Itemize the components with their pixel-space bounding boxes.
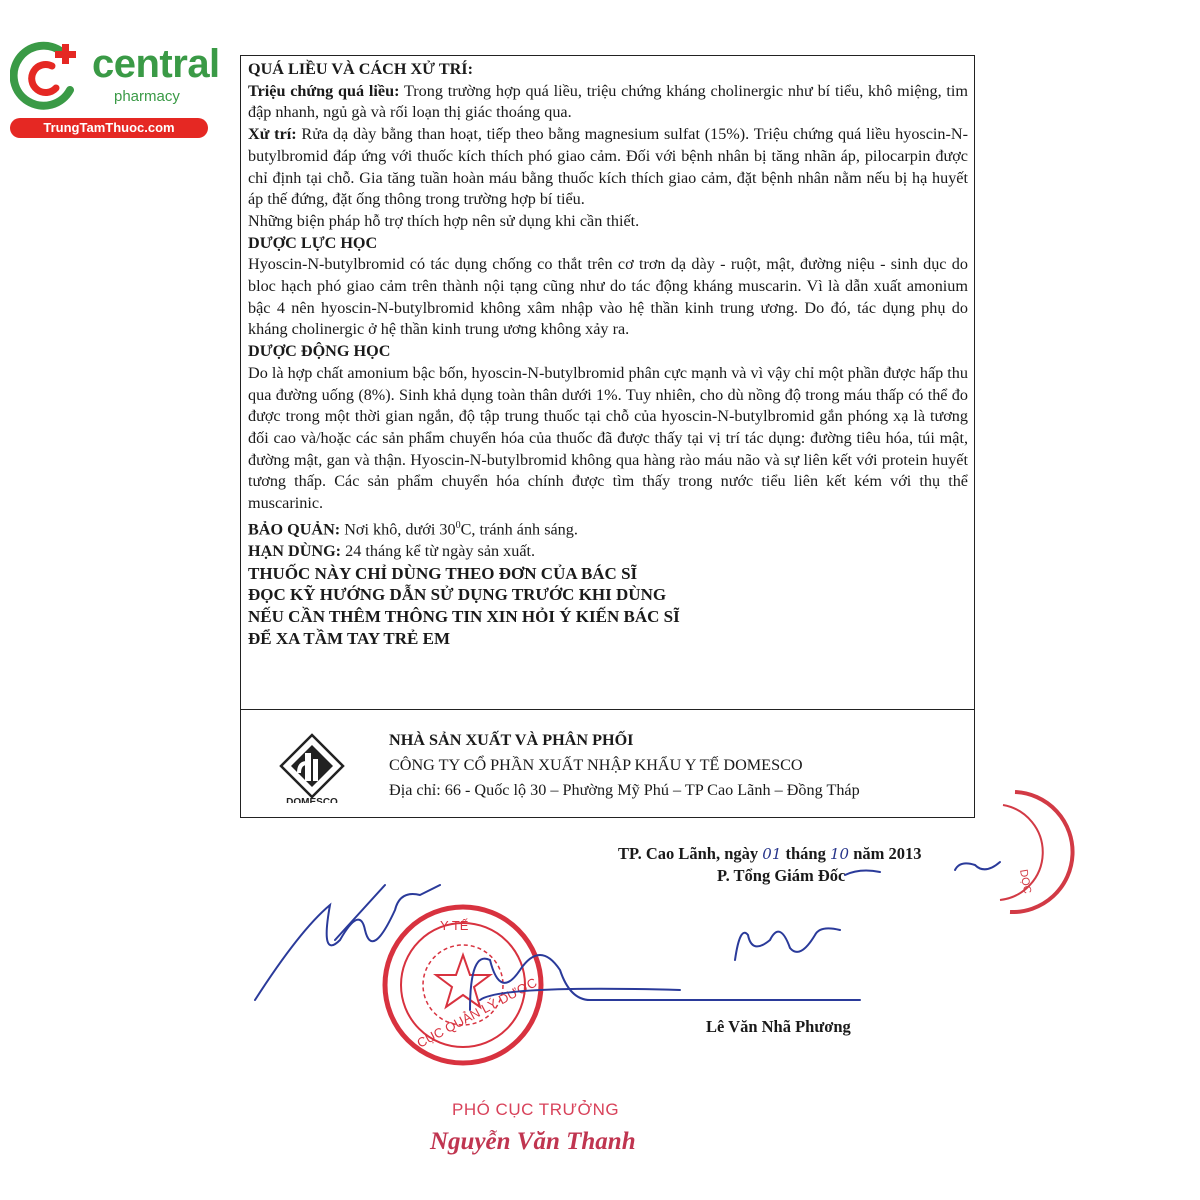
symptoms-text: Trong trường hợp quá liều, triệu chứng kháng cholinergic như bí tiểu, khô miệng, tim đập nhanh, ngủ gà và rối loạn thị giác thoáng qua. <box>248 81 968 122</box>
domesco-logo-text: DOMESCO <box>286 797 338 803</box>
storage-text-after: C, tránh ánh sáng. <box>460 520 578 539</box>
warning-line: THUỐC NÀY CHỈ DÙNG THEO ĐƠN CỦA BÁC SĨ <box>248 563 638 583</box>
brand-name: central <box>92 42 220 86</box>
pharmacodynamics-heading: DƯỢC LỰC HỌC <box>248 233 378 252</box>
svg-text:Y TẾ: Y TẾ <box>440 918 469 933</box>
ministry-stamp-icon <box>385 907 541 1063</box>
warning-line: NẾU CẦN THÊM THÔNG TIN XIN HỎI Ý KIẾN BÁC SĨ <box>248 606 680 626</box>
month-label: tháng <box>781 844 830 863</box>
pharmacodynamics-text: Hyoscin-N-butylbromid có tác dụng chống co thắt trên cơ trơn dạ dày - ruột, mật, đường niệu - sinh dục do bloc hạch phó giao cảm trên thành nội tạng cũng như do tác động kháng muscarin. Vì là dẫn xuất amonium bậc 4 nên hyoscin-N-butylbromid không xâm nhập vào hệ thần kinh trung ương. Do đó, tác dụng phụ do kháng cholinergic ở hệ thần kinh trung ương không xảy ra. <box>248 255 968 339</box>
expiry-label: HẠN DÙNG: <box>248 541 342 560</box>
handwritten-month: 10 <box>829 845 850 863</box>
year-text: năm 2013 <box>849 844 922 863</box>
brand-url[interactable]: TrungTamThuoc.com <box>10 118 208 138</box>
signer-name: Lê Văn Nhã Phương <box>706 1017 851 1036</box>
warning-line: ĐỌC KỸ HƯỚNG DẪN SỬ DỤNG TRƯỚC KHI DÙNG <box>248 585 667 605</box>
manufacturer-company: CÔNG TY CỔ PHẦN XUẤT NHẬP KHẨU Y TẾ DOMESCO <box>389 756 803 774</box>
overdose-heading: QUÁ LIỀU VÀ CÁCH XỬ TRÍ: <box>248 60 473 78</box>
deputy-title: PHÓ CỤC TRƯỞNG <box>452 1100 620 1119</box>
svg-text:DỌC: DỌC <box>1017 868 1034 895</box>
signer-title: P. Tổng Giám Đốc <box>717 866 846 885</box>
manufacturer-address: Địa chỉ: 66 - Quốc lộ 30 – Phường Mỹ Phú – TP Cao Lãnh – Đồng Tháp <box>389 781 860 799</box>
pharmacokinetics-text: Do là hợp chất amonium bậc bốn, hyoscin-N-butylbromid phân cực mạnh và vì vậy chỉ một phần được hấp thu qua đường uống (8%). Sinh khả dụng toàn thân dưới 1%. Tuy nhiên, cho dù nồng độ trong máu thấp có thể đo được trong một thời gian ngắn, độ tập trung thuốc tại chỗ của hyoscin-N-butylbromid gắn phóng xạ là tương đối cao và/hoặc các sản phẩm chuyển hóa của thuốc đã được thấy tại vị trí tác dụng: đường tiêu hóa, túi mật, đường mật, gan và thận. Hyoscin-N-butylbromid không qua hàng rào máu não và sự liên kết với protein huyết tương thấp. Các sản phẩm chuyển hóa chính được tìm thấy trong nước tiểu liên kết kém với thụ thể muscarinic. <box>248 363 968 513</box>
svg-text:CỤC QUẢN LÝ DƯỢC: CỤC QUẢN LÝ DƯỢC <box>414 974 540 1051</box>
expiry-text: 24 tháng kể từ ngày sản xuất. <box>341 541 536 560</box>
company-stamp-icon <box>1000 792 1073 912</box>
pharmacokinetics-heading: DƯỢC ĐỘNG HỌC <box>248 342 391 361</box>
brand-sub: pharmacy <box>114 88 180 105</box>
overdose-support: Những biện pháp hỗ trợ thích hợp nên sử dụng khi cần thiết. <box>248 211 640 230</box>
storage-text: Nơi khô, dưới 30 <box>340 520 456 539</box>
handwritten-signature-icon <box>255 862 1000 1010</box>
deputy-name: Nguyễn Văn Thanh <box>430 1128 636 1155</box>
handwritten-day: 01 <box>762 845 782 863</box>
treatment-label: Xử trí: <box>248 125 297 144</box>
warning-line: ĐỂ XA TẦM TAY TRẺ EM <box>248 628 450 648</box>
storage-sup: 0 <box>455 519 461 531</box>
storage-label: BẢO QUẢN: <box>248 520 341 539</box>
treatment-text: Rửa dạ dày bằng than hoạt, tiếp theo bằng magnesium sulfat (15%). Triệu chứng quá liều hyoscin-N-butylbromid đáp ứng với thuốc kích thích phó giao cảm. Đối với bệnh nhân bị tăng nhãn áp, pilocarpin được chỉ định tại chỗ. Gia tăng tuần hoàn máu bằng thuốc kích thích giao cảm, đặt bệnh nhân nằm nếu bị hạ huyết áp thế đứng, đặt ống thông trong trường hợp bí tiểu. <box>248 125 968 209</box>
manufacturer-title: NHÀ SẢN XUẤT VÀ PHÂN PHỐI <box>389 731 634 749</box>
symptoms-label: Triệu chứng quá liều: <box>248 81 400 100</box>
place-text: TP. Cao Lãnh, ngày <box>618 844 763 863</box>
